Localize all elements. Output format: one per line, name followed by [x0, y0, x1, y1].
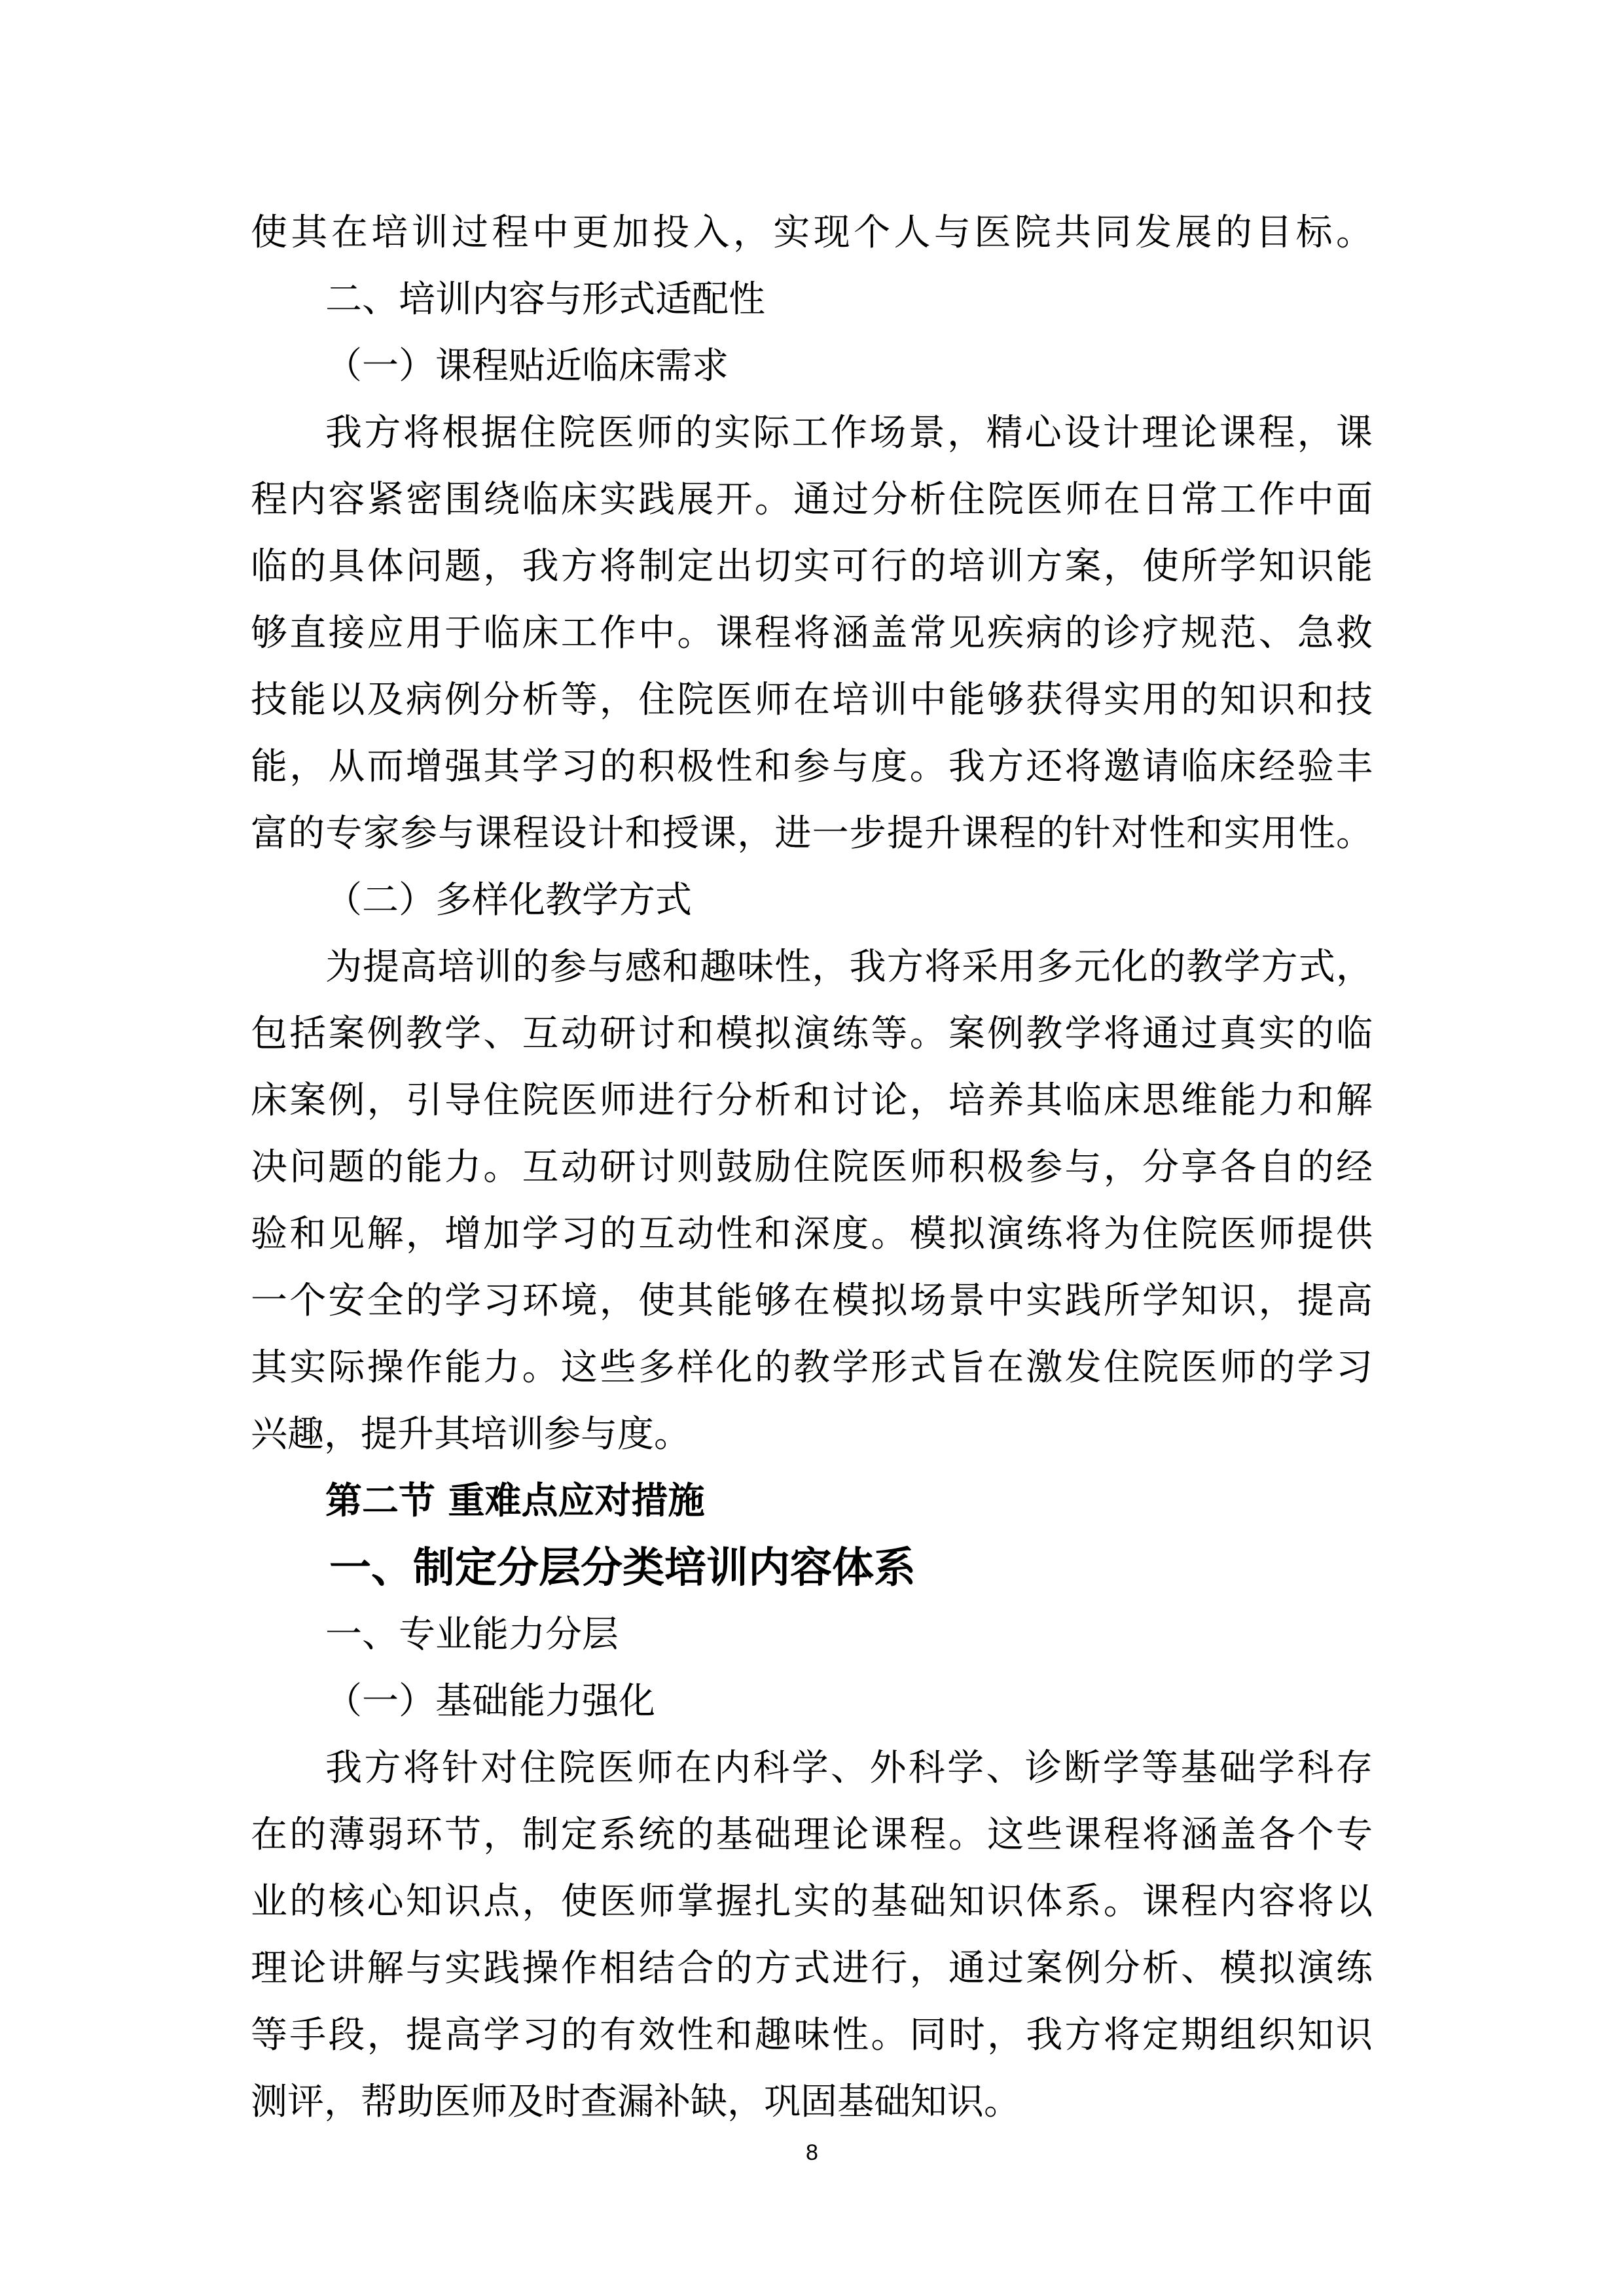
- text-line: 为提高培训的参与感和趣味性，我方将采用多元化的教学方式，: [325, 946, 1373, 988]
- text-line: 临的具体问题，我方将制定出切实可行的培训方案，使所学知识能: [251, 545, 1373, 588]
- text-line: 够直接应用于临床工作中。课程将涵盖常见疾病的诊疗规范、急救: [251, 612, 1373, 655]
- text-line: 富的专家参与课程设计和授课，进一步提升课程的针对性和实用性。: [251, 812, 1373, 855]
- text-line: 验和见解，增加学习的互动性和深度。模拟演练将为住院医师提供: [251, 1213, 1373, 1255]
- text-line: （一）基础能力强化: [325, 1680, 655, 1723]
- text-line: （一）课程贴近临床需求: [325, 345, 729, 387]
- text-line: 二、培训内容与形式适配性: [325, 278, 765, 321]
- text-line: 兴趣，提升其培训参与度。: [251, 1413, 691, 1456]
- text-line: 测评，帮助医师及时查漏补缺，巩固基础知识。: [251, 2081, 1020, 2123]
- text-line: 程内容紧密围绕临床实践展开。通过分析住院医师在日常工作中面: [251, 478, 1373, 521]
- text-line: 其实际操作能力。这些多样化的教学形式旨在激发住院医师的学习: [251, 1346, 1373, 1389]
- text-line: 我方将针对住院医师在内科学、外科学、诊断学等基础学科存: [325, 1747, 1373, 1789]
- text-line: 技能以及病例分析等，住院医师在培训中能够获得实用的知识和技: [251, 679, 1373, 721]
- section-heading: 第二节 重难点应对措施: [325, 1480, 705, 1522]
- subsection-heading: 一、制定分层分类培训内容体系: [329, 1544, 916, 1592]
- text-line: 等手段，提高学习的有效性和趣味性。同时，我方将定期组织知识: [251, 2014, 1373, 2056]
- text-line: 在的薄弱环节，制定系统的基础理论课程。这些课程将涵盖各个专: [251, 1814, 1373, 1856]
- text-line: 理论讲解与实践操作相结合的方式进行，通过案例分析、模拟演练: [251, 1947, 1373, 1990]
- text-line: 决问题的能力。互动研讨则鼓励住院医师积极参与，分享各自的经: [251, 1146, 1373, 1189]
- text-line: 一个安全的学习环境，使其能够在模拟场景中实践所学知识，提高: [251, 1280, 1373, 1322]
- document-body: [251, 200, 1373, 2136]
- text-line: 能，从而增强其学习的积极性和参与度。我方还将邀请临床经验丰: [251, 745, 1373, 788]
- text-line: （二）多样化教学方式: [325, 879, 692, 922]
- text-line: 一、专业能力分层: [325, 1613, 619, 1656]
- text-line: 使其在培训过程中更加投入，实现个人与医院共同发展的目标。: [251, 211, 1373, 254]
- page-number: 8: [806, 2140, 818, 2165]
- text-line: 床案例，引导住院医师进行分析和讨论，培养其临床思维能力和解: [251, 1079, 1373, 1122]
- text-line: 业的核心知识点，使医师掌握扎实的基础知识体系。课程内容将以: [251, 1880, 1373, 1923]
- text-line: 我方将根据住院医师的实际工作场景，精心设计理论课程，课: [325, 412, 1373, 454]
- text-line: 包括案例教学、互动研讨和模拟演练等。案例教学将通过真实的临: [251, 1013, 1373, 1055]
